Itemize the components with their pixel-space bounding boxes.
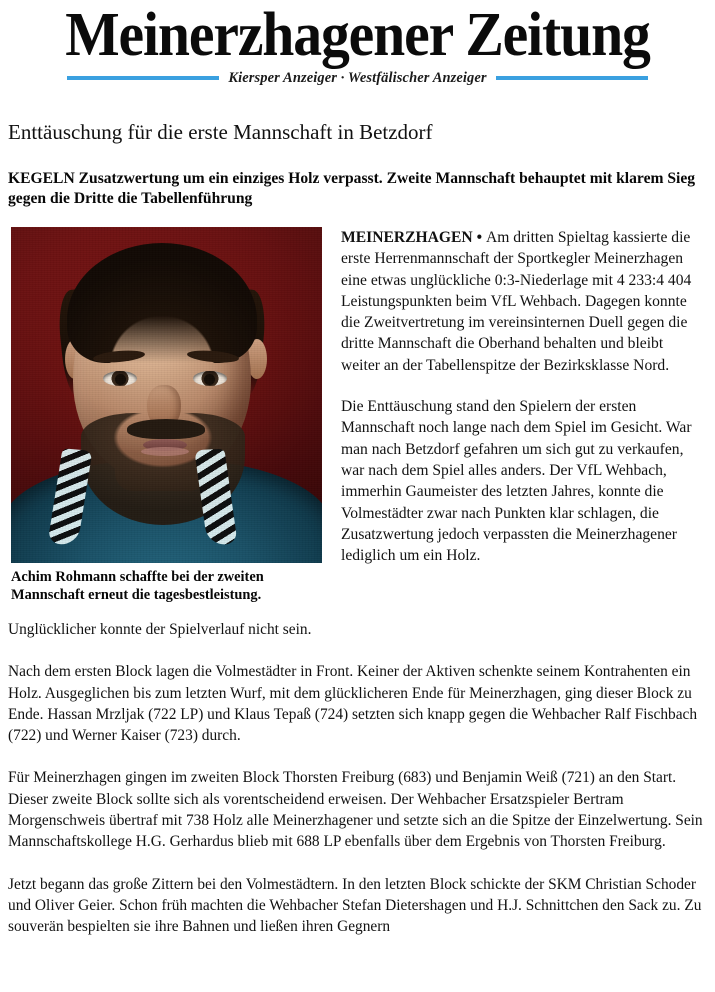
paragraph-3: Unglücklicher konnte der Spielverlauf nicht sein. [8, 621, 312, 638]
masthead-subtitle-row [0, 70, 715, 86]
lede-text-column [341, 227, 705, 566]
article-headline: Enttäuschung für die erste Mannschaft in Betzdorf [8, 120, 433, 144]
masthead [0, 0, 715, 100]
paragraph-lede-text: Am dritten Spieltag kassierte die erste Herrenmannschaft der Sportkegler Meinerzhagen eine etwas unglückliche 0:3-Niederlage mit 4 233:4 404 Leistungspunkten beim VfL Wehbach. Dagegen konnte die Zweitvertretung im vereinsinternen Duell gegen die dritte Mannschaft die Oberhand behalten und bleibt weiter an der Tabellenspitze der Bezirksklasse Nord. [341, 229, 692, 374]
article-continuation [8, 619, 705, 938]
article-figure [11, 227, 322, 604]
masthead-rule-right-decoration [496, 76, 648, 80]
masthead-rule-left-decoration [67, 76, 219, 80]
paragraph-2: Die Enttäuschung stand den Spielern der ersten Mannschaft noch lange nach dem Spiel im Gesicht. War man nach Betzdorf gefahren um sich gut zu verkaufen, war nach dem Spiel alles anders. Der VfL Wehbach, immerhin Gaumeister des letzten Jahres, konnte die Volmestädter zwar nach Punkten klar schlagen, die Zusatzwertung jedoch verpassten die Meinerzhagener lediglich um ein Holz. [341, 398, 692, 565]
paragraph-5: Für Meinerzhagen gingen im zweiten Block Thorsten Freiburg (683) und Benjamin Weiß (721) an den Start. Dieser zweite Block sollte sich als vorentscheidend erweisen. Der Wehbacher Ersatzspieler Bertram Morgenschweis übertraf mit 738 Holz alle Meinerzhagener und setzte sich an die Spitze der Einzelwertung. Sein Mannschaftskollege H.G. Gerhardus blieb mit 688 LP ebenfalls über dem Ergebnis von Thorsten Freiburg. [8, 769, 703, 851]
dateline: MEINERZHAGEN • [341, 229, 486, 246]
photo-grain-overlay [11, 227, 322, 563]
paragraph-lede [341, 227, 705, 376]
lede-block [8, 227, 705, 619]
paragraph-4: Nach dem ersten Block lagen die Volmestädter in Front. Keiner der Aktiven schenkte seinem Kontrahenten ein Holz. Ausgeglichen bis zum letzten Wurf, mit dem glücklicheren Ende für Meinerzhagen, ging dieser Block zu Ende. Hassan Mrzljak (722 LP) und Klaus Tepaß (724) setzten sich knapp gegen die Wehbacher Ralf Fischbach (722) und Werner Kaiser (723) durch. [8, 663, 698, 745]
article-subhead: KEGELN Zusatzwertung um ein einziges Holz verpasst. Zweite Mannschaft behauptet mit klarem Sieg gegen die Dritte die Tabellenführung [8, 170, 696, 207]
photo-caption: Achim Rohmann schaffte bei der zweiten Mannschaft erneut die tagesbestleistung. [11, 569, 264, 603]
newspaper-title: Meinerzhagener Zeitung [65, 1, 650, 69]
paragraph-6: Jetzt begann das große Zittern bei den Volmestädtern. In den letzten Block schickte der SKM Christian Schoder und Oliver Geier. Schon früh machten die Wehbacher Stefan Dietershagen und H.J. Schnittchen den Sack zu. Zu souverän bespielten sie ihre Bahnen und ließen ihren Gegnern [8, 875, 702, 936]
portrait-photo [11, 227, 322, 563]
masthead-subtitle: Kiersper Anzeiger · Westfälischer Anzeiger [228, 70, 487, 86]
article-body [0, 120, 715, 938]
